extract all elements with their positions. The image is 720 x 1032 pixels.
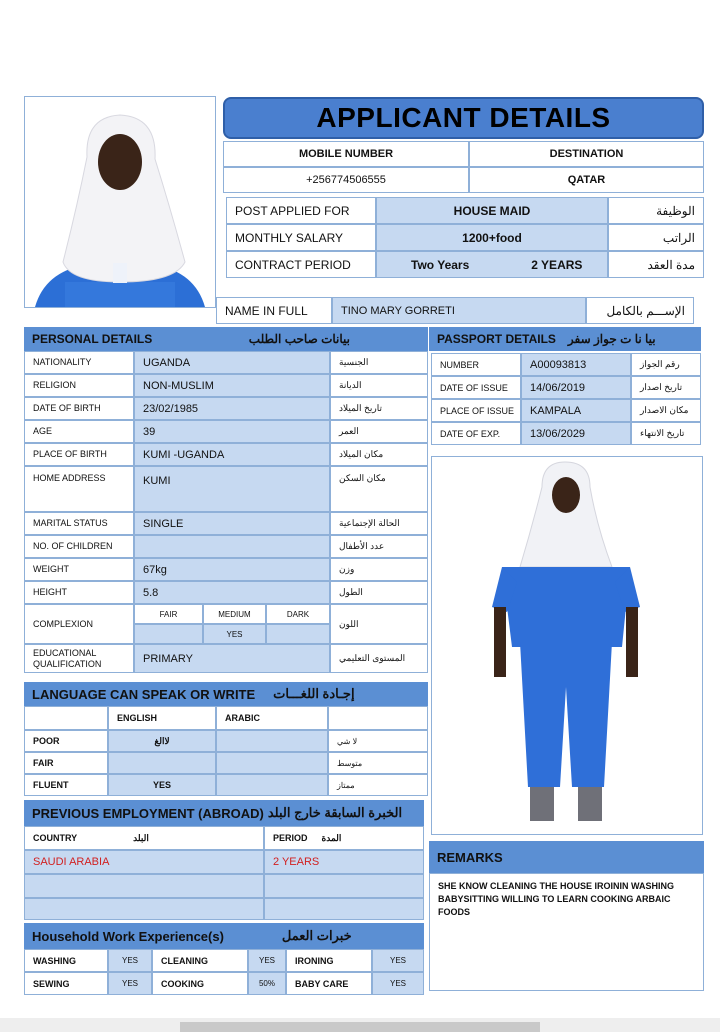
period-label-ar: المدة: [321, 832, 342, 843]
contract-value-words: Two Years: [411, 257, 470, 272]
language-level-label-ar: ممتاز: [328, 774, 428, 796]
personal-row-value: 5.8: [134, 581, 330, 604]
personal-row-value: KUMI: [134, 466, 330, 512]
employment-empty-row: [24, 874, 264, 898]
period-value: 2 YEARS: [264, 850, 424, 874]
personal-row-label-ar: المستوى التعليمي: [330, 644, 428, 673]
personal-row-value: NON-MUSLIM: [134, 374, 330, 397]
portrait-photo: [24, 96, 216, 308]
household-task-label: BABY CARE: [286, 972, 372, 995]
personal-row-value: 67kg: [134, 558, 330, 581]
contract-value-numeric: 2 YEARS: [531, 257, 583, 272]
passport-row-label-ar: تاريخ الانتهاء: [631, 422, 701, 445]
employment-empty-row: [264, 898, 424, 920]
personal-details-title-ar: بيانات صاحب الطلب: [248, 332, 350, 346]
personal-row-label-ar: الديانة: [330, 374, 428, 397]
language-english-value: لاالغ: [108, 730, 216, 752]
personal-details-title: PERSONAL DETAILS: [32, 332, 153, 346]
personal-row-value: [134, 535, 330, 558]
household-task-label: CLEANING: [152, 949, 248, 972]
passport-details-header: [429, 327, 701, 351]
salary-value: 1200+food: [376, 224, 608, 251]
post-label: POST APPLIED FOR: [226, 197, 376, 224]
complexion-dark: DARK: [266, 604, 330, 624]
country-label-ar: البلد: [133, 832, 149, 843]
personal-row-label: AGE: [24, 420, 134, 443]
portrait-photo-illustration: [25, 97, 215, 307]
personal-details-header: [24, 327, 428, 351]
period-label: PERIOD: [273, 833, 308, 843]
contract-value: [376, 251, 608, 278]
language-col-arabic: ARABIC: [216, 706, 328, 730]
personal-row-label-ar: مكان الميلاد: [330, 443, 428, 466]
destination-label: DESTINATION: [469, 141, 704, 167]
passport-row-label: NUMBER: [431, 353, 521, 376]
contract-label-ar: مدة العقد: [608, 251, 704, 278]
personal-row-label-ar: تاريخ الميلاد: [330, 397, 428, 420]
full-body-photo: [431, 456, 703, 835]
language-col-blank: [328, 706, 428, 730]
personal-row-label-ar: الجنسية: [330, 351, 428, 374]
name-value: TINO MARY GORRETI: [332, 297, 586, 324]
language-level-label: FLUENT: [24, 774, 108, 796]
language-col-blank: [24, 706, 108, 730]
personal-row-label: COMPLEXION: [24, 604, 134, 644]
passport-row-value: 13/06/2029: [521, 422, 631, 445]
personal-row-value: UGANDA: [134, 351, 330, 374]
personal-row-label: EDUCATIONAL QUALIFICATION: [24, 644, 134, 673]
language-header: [24, 682, 428, 706]
language-arabic-value: [216, 730, 328, 752]
mobile-label: MOBILE NUMBER: [223, 141, 469, 167]
personal-row-label: NO. OF CHILDREN: [24, 535, 134, 558]
language-level-label: POOR: [24, 730, 108, 752]
country-header: [24, 826, 264, 850]
complexion-dark-mark: [266, 624, 330, 644]
personal-row-value: PRIMARY: [134, 644, 330, 673]
household-task-label: WASHING: [24, 949, 108, 972]
complexion-medium: MEDIUM: [203, 604, 266, 624]
household-header: [24, 923, 424, 949]
complexion-medium-mark: YES: [203, 624, 266, 644]
passport-row-label-ar: مكان الاصدار: [631, 399, 701, 422]
language-title-ar: إجـادة اللغـــات: [273, 686, 355, 701]
mobile-value: +256774506555: [223, 167, 469, 193]
language-level-label-ar: لا شي: [328, 730, 428, 752]
remarks-title: REMARKS: [437, 849, 503, 865]
passport-row-label: DATE OF EXP.: [431, 422, 521, 445]
personal-row-label-ar: وزن: [330, 558, 428, 581]
remarks-header: [429, 841, 704, 873]
passport-row-label: PLACE OF ISSUE: [431, 399, 521, 422]
complexion-fair: FAIR: [134, 604, 203, 624]
passport-row-value: 14/06/2019: [521, 376, 631, 399]
employment-title: PREVIOUS EMPLOYMENT (ABROAD): [32, 805, 264, 821]
household-task-value: YES: [248, 949, 286, 972]
contract-label: CONTRACT PERIOD: [226, 251, 376, 278]
post-label-ar: الوظيفة: [608, 197, 704, 224]
salary-label-ar: الراتب: [608, 224, 704, 251]
employment-header: [24, 800, 424, 826]
language-level-label-ar: متوسط: [328, 752, 428, 774]
country-value: SAUDI ARABIA: [24, 850, 264, 874]
personal-row-label: PLACE OF BIRTH: [24, 443, 134, 466]
household-task-value: YES: [108, 949, 152, 972]
title-banner: [223, 97, 704, 139]
personal-row-label-ar: اللون: [330, 604, 428, 644]
country-label: COUNTRY: [33, 833, 78, 843]
personal-row-label: MARITAL STATUS: [24, 512, 134, 535]
personal-row-label: HEIGHT: [24, 581, 134, 604]
household-task-label: COOKING: [152, 972, 248, 995]
personal-row-label: DATE OF BIRTH: [24, 397, 134, 420]
passport-row-label-ar: رقم الجواز: [631, 353, 701, 376]
period-header: [264, 826, 424, 850]
personal-row-label-ar: العمر: [330, 420, 428, 443]
employment-title-ar: الخبرة السابقة خارج البلد: [267, 805, 403, 820]
language-arabic-value: [216, 774, 328, 796]
name-label: NAME IN FULL: [216, 297, 332, 324]
passport-details-title-ar: بيا نا ت جواز سفر: [567, 332, 656, 346]
household-task-label: SEWING: [24, 972, 108, 995]
personal-row-label-ar: الطول: [330, 581, 428, 604]
salary-label: MONTHLY SALARY: [226, 224, 376, 251]
employment-empty-row: [264, 874, 424, 898]
passport-row-value: KAMPALA: [521, 399, 631, 422]
household-task-value: 50%: [248, 972, 286, 995]
personal-row-label-ar: مكان السكن: [330, 466, 428, 512]
employment-empty-row: [24, 898, 264, 920]
language-english-value: [108, 752, 216, 774]
language-arabic-value: [216, 752, 328, 774]
personal-row-value: 23/02/1985: [134, 397, 330, 420]
personal-row-label: RELIGION: [24, 374, 134, 397]
post-value: HOUSE MAID: [376, 197, 608, 224]
passport-row-label: DATE OF ISSUE: [431, 376, 521, 399]
name-label-ar: الإســـم بالكامل: [586, 297, 694, 324]
passport-row-label-ar: تاريخ اصدار: [631, 376, 701, 399]
language-col-english: ENGLISH: [108, 706, 216, 730]
passport-row-value: A00093813: [521, 353, 631, 376]
personal-row-label: NATIONALITY: [24, 351, 134, 374]
complexion-fair-mark: [134, 624, 203, 644]
language-level-label: FAIR: [24, 752, 108, 774]
language-english-value: YES: [108, 774, 216, 796]
personal-row-value: 39: [134, 420, 330, 443]
personal-row-value: KUMI -UGANDA: [134, 443, 330, 466]
household-task-value: YES: [372, 972, 424, 995]
household-task-label: IRONING: [286, 949, 372, 972]
personal-row-label: WEIGHT: [24, 558, 134, 581]
household-title: Household Work Experience(s): [32, 928, 224, 944]
household-task-value: YES: [372, 949, 424, 972]
passport-details-title: PASSPORT DETAILS: [437, 332, 556, 346]
language-title: LANGUAGE CAN SPEAK OR WRITE: [32, 686, 256, 702]
household-task-value: YES: [108, 972, 152, 995]
remarks-text: SHE KNOW CLEANING THE HOUSE IROININ WASHING BABYSITTING WILLING TO LEARN COOKING ARBAIC FOODS: [429, 873, 704, 991]
personal-row-label-ar: الحالة الإجتماعية: [330, 512, 428, 535]
destination-value: QATAR: [469, 167, 704, 193]
personal-row-value: SINGLE: [134, 512, 330, 535]
page-title: APPLICANT DETAILS: [316, 102, 611, 133]
full-body-photo-illustration: [432, 457, 702, 834]
household-title-ar: خبرات العمل: [281, 928, 352, 943]
personal-row-label-ar: عدد الأطفال: [330, 535, 428, 558]
next-page-image-edge: [180, 1022, 540, 1032]
personal-row-label: HOME ADDRESS: [24, 466, 134, 512]
